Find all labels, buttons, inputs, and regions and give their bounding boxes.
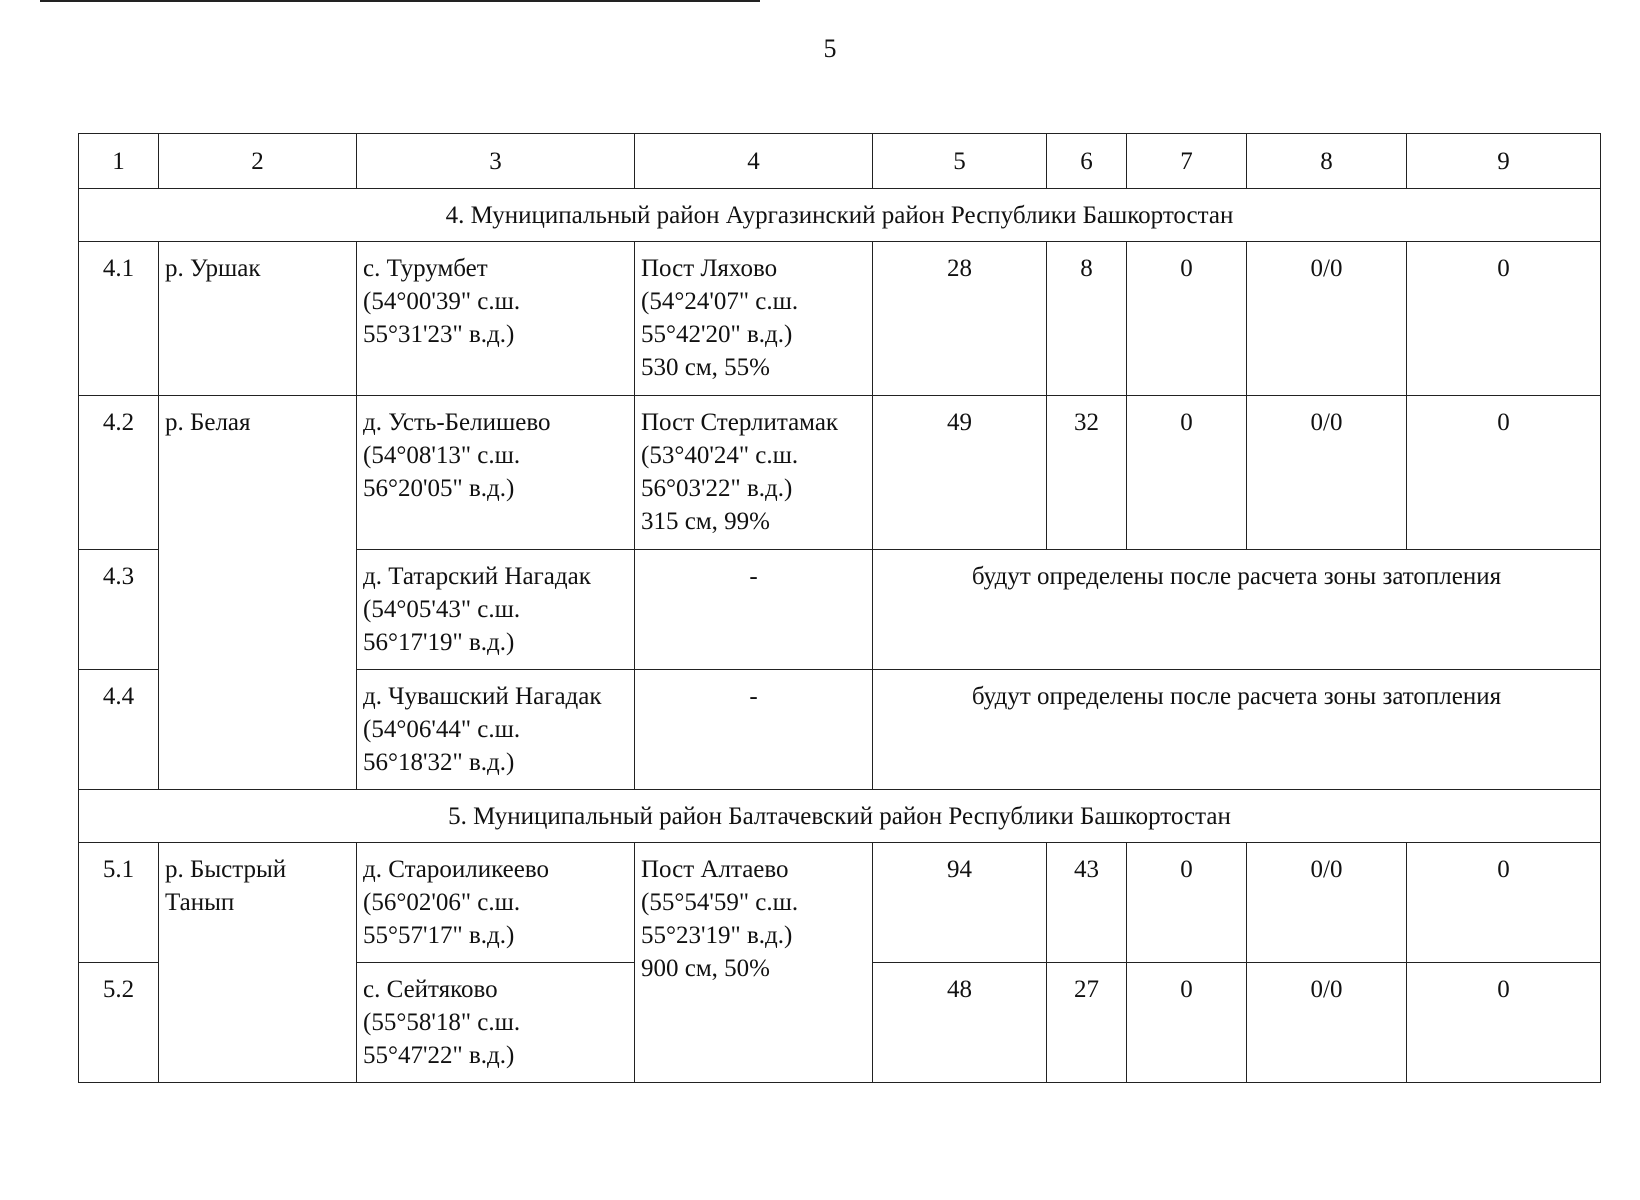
column-header: 1 [79,134,159,189]
settlement-cell [357,396,635,550]
settlement-latitude: (54°08'13" с.ш. [363,442,521,469]
settlement-longitude: 55°57'17" в.д.) [363,922,515,949]
value-col8: 0/0 [1247,843,1407,963]
value-col9: 0 [1407,396,1601,550]
flood-zone-table [78,133,1601,1083]
row-number: 4.3 [79,550,159,670]
row-number: 5.1 [79,843,159,963]
settlement-name: с. Сейтяково [363,976,498,1003]
settlement-cell [357,550,635,670]
value-col6: 27 [1047,963,1127,1083]
post-level: 900 см, 50% [641,955,770,982]
river-cell [159,396,357,790]
post-longitude: 55°42'20" в.д.) [641,321,793,348]
post-cell: - [635,670,873,790]
value-col7: 0 [1127,963,1247,1083]
value-col9: 0 [1407,242,1601,396]
post-level: 315 см, 99% [641,508,770,535]
river-name: р. Быстрый [165,856,287,883]
river-cell [159,242,357,396]
settlement-latitude: (56°02'06" с.ш. [363,889,521,916]
column-header: 4 [635,134,873,189]
settlement-cell [357,843,635,963]
value-col5: 49 [873,396,1047,550]
table-row [79,242,1601,396]
table-row [79,843,1601,963]
value-col9: 0 [1407,843,1601,963]
section-title: 4. Муниципальный район Аургазинский район Республики Башкортостан [79,189,1601,242]
settlement-cell [357,242,635,396]
column-header-row [79,134,1601,189]
value-col6: 32 [1047,396,1127,550]
river-cell [159,843,357,1083]
value-col7: 0 [1127,843,1247,963]
settlement-longitude: 56°17'19" в.д.) [363,629,515,656]
settlement-longitude: 56°18'32" в.д.) [363,749,515,776]
river-name: р. Белая [165,409,251,436]
post-name: Пост Алтаево [641,856,789,883]
settlement-longitude: 55°31'23" в.д.) [363,321,515,348]
post-name: Пост Стерлитамак [641,409,839,436]
settlement-cell [357,670,635,790]
post-cell: - [635,550,873,670]
pending-note: будут определены после расчета зоны затопления [873,550,1601,670]
value-col9: 0 [1407,963,1601,1083]
value-col6: 8 [1047,242,1127,396]
post-name: Пост Ляхово [641,255,778,282]
value-col8: 0/0 [1247,396,1407,550]
column-header: 5 [873,134,1047,189]
row-number: 4.2 [79,396,159,550]
post-cell [635,843,873,1083]
row-number: 4.4 [79,670,159,790]
post-latitude: (55°54'59" с.ш. [641,889,799,916]
river-name-continued: Танып [165,889,235,916]
settlement-latitude: (54°00'39" с.ш. [363,288,521,315]
post-longitude: 56°03'22" в.д.) [641,475,793,502]
value-col5: 94 [873,843,1047,963]
column-header: 3 [357,134,635,189]
settlement-longitude: 55°47'22" в.д.) [363,1042,515,1069]
settlement-longitude: 56°20'05" в.д.) [363,475,515,502]
settlement-name: д. Староиликеево [363,856,549,883]
value-col6: 43 [1047,843,1127,963]
settlement-latitude: (54°06'44" с.ш. [363,716,521,743]
column-header: 6 [1047,134,1127,189]
value-col8: 0/0 [1247,963,1407,1083]
value-col5: 48 [873,963,1047,1083]
post-latitude: (53°40'24" с.ш. [641,442,799,469]
page-number: 5 [823,34,837,63]
pending-note: будут определены после расчета зоны затопления [873,670,1601,790]
settlement-latitude: (55°58'18" с.ш. [363,1009,521,1036]
post-cell [635,396,873,550]
column-header: 8 [1247,134,1407,189]
table-row [79,396,1601,550]
river-name: р. Уршак [165,255,261,282]
post-level: 530 см, 55% [641,354,770,381]
post-cell [635,242,873,396]
value-col7: 0 [1127,242,1247,396]
section-title-row [79,189,1601,242]
column-header: 2 [159,134,357,189]
settlement-name: с. Турумбет [363,255,488,282]
settlement-name: д. Татарский Нагадак [363,563,591,590]
value-col5: 28 [873,242,1047,396]
top-rule [40,0,760,2]
value-col7: 0 [1127,396,1247,550]
value-col8: 0/0 [1247,242,1407,396]
section-title: 5. Муниципальный район Балтачевский район Республики Башкортостан [79,790,1601,843]
settlement-latitude: (54°05'43" с.ш. [363,596,521,623]
section-title-row [79,790,1601,843]
settlement-cell [357,963,635,1083]
post-longitude: 55°23'19" в.д.) [641,922,793,949]
row-number: 4.1 [79,242,159,396]
settlement-name: д. Усть-Белишево [363,409,551,436]
row-number: 5.2 [79,963,159,1083]
settlement-name: д. Чувашский Нагадак [363,683,602,710]
post-latitude: (54°24'07" с.ш. [641,288,799,315]
column-header: 7 [1127,134,1247,189]
column-header: 9 [1407,134,1601,189]
